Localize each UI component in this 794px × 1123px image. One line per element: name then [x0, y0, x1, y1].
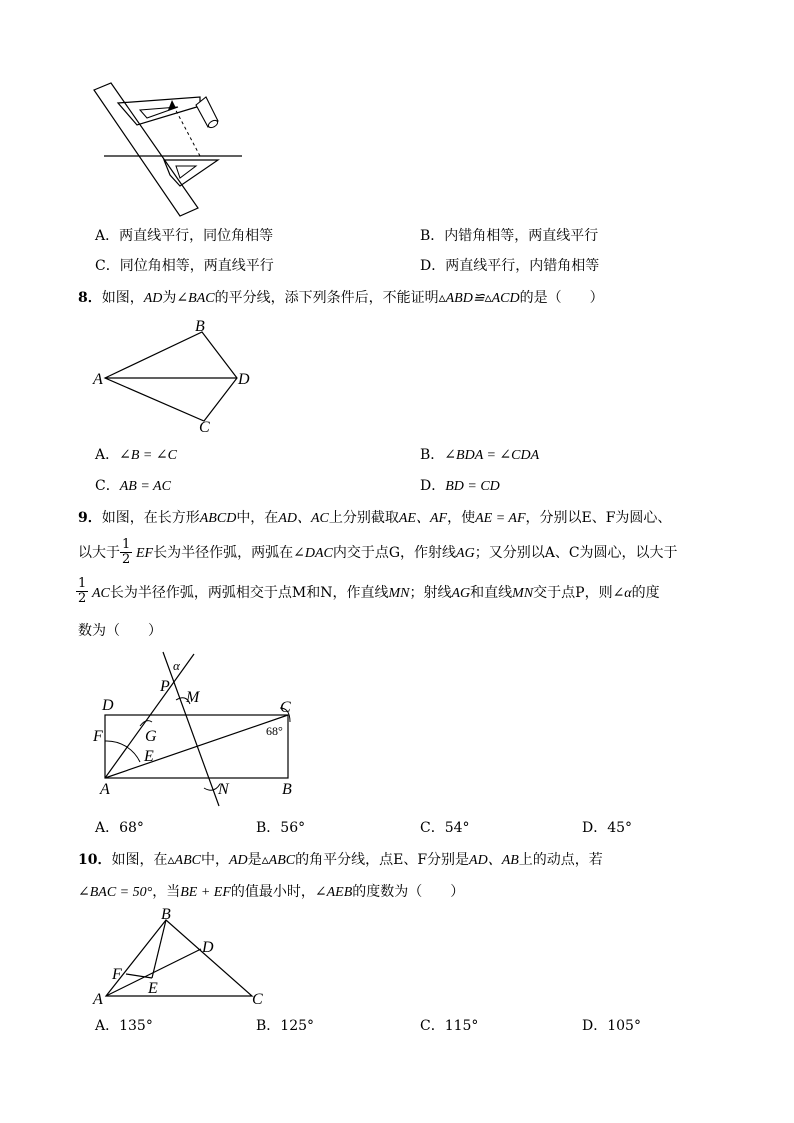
- q8-text-4: 的是（ ）: [519, 290, 604, 306]
- q9-l3-text-a: 长为半径作弧，两弧相交于点M和N，作直线: [109, 585, 389, 601]
- q9-l1-text-a: 如图，在长方形: [101, 510, 200, 526]
- pencil-shape: [196, 97, 219, 129]
- q9-label-g: G: [145, 728, 157, 745]
- q9-label-a: A: [100, 781, 110, 798]
- dashed-arrow: [172, 103, 200, 156]
- q8-option-c-expr: AB = AC: [119, 479, 171, 494]
- q10-option-b[interactable]: B．125°: [256, 1018, 315, 1034]
- q9-diagonal-ac: [105, 715, 288, 778]
- ruler-shape: [94, 83, 198, 216]
- q10-l1-math-3: ▵ABC: [261, 853, 296, 868]
- q8-option-c-letter: C．: [95, 478, 120, 494]
- q9-line-4: 数为（ ）: [78, 623, 162, 639]
- q9-arc-fe: [105, 741, 140, 762]
- q9-l3-text-d: 交于点P，则: [533, 585, 613, 601]
- q9-option-b[interactable]: B．56°: [256, 820, 306, 836]
- q9-fraction-2-den: 2: [78, 591, 87, 607]
- q9-l3-text-e: 的度: [631, 585, 660, 601]
- q7-option-d[interactable]: D．两直线平行，内错角相等: [420, 258, 600, 274]
- q9-label-p: P: [160, 678, 170, 695]
- q9-option-c[interactable]: C．54°: [420, 820, 470, 836]
- q9-fraction-1: [120, 538, 132, 568]
- q7-option-b[interactable]: B．内错角相等，两直线平行: [420, 228, 599, 244]
- q9-figure: [90, 648, 300, 810]
- q10-l1-math-2: AD: [228, 853, 248, 868]
- q9-l2-text-b: 长为半径作弧，两弧在: [153, 545, 294, 561]
- q9-fraction-2-num: 1: [78, 576, 87, 591]
- q10-l2-math-3: ∠AEB: [314, 885, 353, 900]
- q9-l1-text-d: ，使: [447, 510, 476, 526]
- q7-figure: [80, 80, 260, 220]
- q10-l1-text-c: 是: [247, 852, 262, 868]
- q9-l1-math-3: AE、AF: [398, 511, 448, 526]
- q10-l1-math-1: ▵ABC: [167, 853, 201, 868]
- q8-question: [78, 291, 604, 306]
- q9-option-d[interactable]: D．45°: [582, 820, 633, 836]
- q9-l1-text-c: 上分别截取: [328, 510, 399, 526]
- q8-option-a-letter: A．: [95, 447, 120, 463]
- q10-l1-text-a: 如图，在: [111, 852, 168, 868]
- q8-number: 8．: [78, 290, 102, 306]
- q8-option-c[interactable]: [95, 479, 171, 494]
- q10-l1-text-b: 中，: [200, 852, 229, 868]
- lower-set-square: [164, 160, 218, 186]
- q10-l2-text-a: ，当: [152, 884, 181, 900]
- q8-option-b-letter: B．: [420, 447, 445, 463]
- q8-label-d: D: [238, 371, 250, 388]
- q10-line-1: [78, 853, 603, 868]
- q8-label-a: A: [93, 371, 103, 388]
- q8-option-d-expr: BD = CD: [445, 479, 500, 494]
- lower-set-square-inner: [176, 166, 196, 178]
- q10-l1-text-d: 的角平分线，点E、F分别是: [295, 852, 470, 868]
- q9-l1-text-e: ，分别以E、F为圆心、: [525, 510, 672, 526]
- q10-l1-math-4: AD、AB: [469, 853, 519, 868]
- q10-l2-text-b: 的值最小时，: [230, 884, 315, 900]
- q9-l2-text-c: 内交于点G，作射线: [332, 545, 457, 561]
- q9-l2-math-3: AG: [456, 546, 475, 561]
- q9-l1-text-b: 中，在: [236, 510, 279, 526]
- q9-l2-text-d: ；又分别以A、C为圆心，以大于: [474, 545, 678, 561]
- q8-option-d-letter: D．: [420, 478, 446, 494]
- q9-l3-math-3: AG: [451, 586, 471, 601]
- q8-text-3: 的平分线，添下列条件后，不能证明: [214, 290, 439, 306]
- q8-option-d[interactable]: [420, 479, 500, 494]
- q9-label-alpha: α: [173, 658, 180, 673]
- q9-label-angle: 68°: [266, 724, 283, 738]
- q10-label-a: A: [93, 991, 103, 1008]
- q9-option-a[interactable]: A．68°: [95, 820, 144, 836]
- q9-l2-math-2: ∠DAC: [293, 546, 333, 561]
- q10-l2-text-c: 的度数为（ ）: [352, 884, 465, 900]
- q10-option-c[interactable]: C．115°: [420, 1018, 479, 1034]
- q8-option-a[interactable]: [95, 448, 177, 463]
- q9-l3-math-5: ∠α: [612, 586, 632, 601]
- q9-label-d: D: [102, 697, 114, 714]
- q10-number: 10．: [78, 852, 112, 868]
- q10-label-d: D: [202, 939, 214, 956]
- q9-label-b: B: [282, 781, 292, 798]
- q9-label-e: E: [144, 748, 154, 765]
- q10-label-f: F: [112, 966, 122, 983]
- q10-l2-math-2: BE + EF: [180, 885, 231, 900]
- q10-option-a[interactable]: A．135°: [95, 1018, 153, 1034]
- q9-label-m: M: [186, 689, 200, 706]
- q8-label-b: B: [195, 318, 205, 335]
- q7-option-a[interactable]: A．两直线平行，同位角相等: [95, 228, 274, 244]
- q10-figure: [88, 906, 278, 1012]
- q10-label-e: E: [148, 980, 158, 997]
- q9-l3-math-1: AC: [92, 586, 110, 601]
- q9-l3-math-4: MN: [512, 586, 534, 601]
- q8-figure: [88, 315, 258, 435]
- q9-line-mn: [163, 652, 219, 806]
- q10-l1-text-e: 上的动点，若: [518, 852, 603, 868]
- q9-l1-math-1: ABCD: [199, 511, 237, 526]
- q9-l3-text-c: 和直线: [470, 585, 513, 601]
- q8-text-2: 为: [162, 290, 177, 306]
- q9-arc-g: [140, 721, 152, 726]
- q8-math-2: ∠BAC: [176, 291, 215, 306]
- q9-label-n: N: [218, 781, 229, 798]
- q9-line-3: [92, 586, 660, 601]
- q9-l3-text-b: ；射线: [409, 585, 452, 601]
- q8-math-1: AD: [143, 291, 163, 306]
- q9-line-1: [78, 511, 671, 526]
- q10-option-d[interactable]: D．105°: [582, 1018, 641, 1034]
- q9-fraction-1-num: 1: [122, 537, 131, 552]
- q7-option-c[interactable]: C．同位角相等，两直线平行: [95, 258, 274, 274]
- q8-option-a-expr: ∠B = ∠C: [119, 448, 177, 463]
- q9-label-f: F: [93, 728, 103, 745]
- q9-number: 9．: [78, 510, 102, 526]
- q8-option-b[interactable]: [420, 448, 539, 463]
- q9-l1-math-4: AE = AF: [475, 511, 526, 526]
- q10-label-c: C: [252, 991, 263, 1008]
- q9-l1-math-2: AD、AC: [278, 511, 329, 526]
- q9-fraction-2: [76, 577, 88, 607]
- q9-l2-math-1: EF: [136, 546, 154, 561]
- q10-line-2: [78, 885, 464, 900]
- q9-label-c: C: [280, 699, 291, 716]
- q9-fraction-1-den: 2: [122, 552, 131, 568]
- q8-label-c: C: [199, 419, 210, 435]
- q10-label-b: B: [161, 906, 171, 923]
- q8-quadrilateral: [105, 332, 237, 421]
- q10-l2-math-1: ∠BAC = 50°: [78, 885, 153, 900]
- q8-option-b-expr: ∠BDA = ∠CDA: [444, 448, 540, 463]
- q8-text-1: 如图，: [101, 290, 144, 306]
- q9-l3-math-2: MN: [388, 586, 410, 601]
- q9-l2-text-a: 以大于: [78, 545, 120, 561]
- q8-math-3: ▵ABD≌▵ACD: [438, 291, 520, 306]
- q9-line-2: [78, 546, 678, 561]
